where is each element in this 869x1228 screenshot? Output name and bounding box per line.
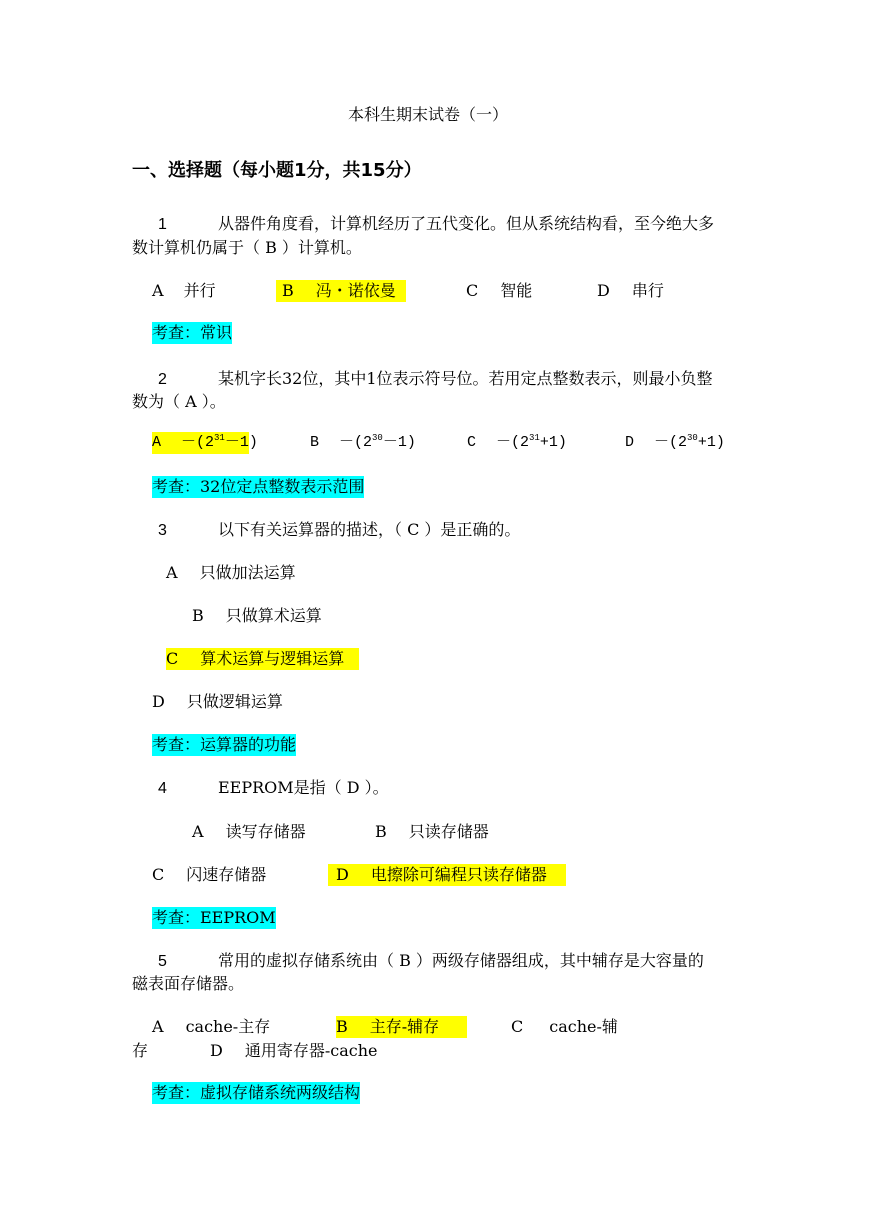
question-2-option-c: $C -(2^{31}+1)$ — [467, 433, 567, 451]
question-3-option-c-answer: C 算术运算与逻辑运算 — [166, 648, 359, 670]
question-1-stem-line2: 数计算机仍属于（ B ）计算机。 — [132, 238, 362, 257]
question-2-option-a-answer: $A -(2^{31}-1)$ — [152, 432, 249, 454]
question-3-topic-tag: 考查：运算器的功能 — [152, 735, 297, 754]
question-2-option-b: $B -(2^{30}-1)$ — [310, 433, 416, 451]
question-5-stem-line1: 5 常用的虚拟存储系统由（ B ）两级存储器组成，其中辅存是大容量的 — [158, 951, 704, 970]
question-5-stem-line2: 磁表面存储器。 — [132, 974, 245, 993]
question-4-topic-tag: 考查：EEPROM — [152, 908, 276, 927]
question-3-option-d: D 只做逻辑运算 — [152, 692, 283, 711]
question-1-option-d: D 串行 — [597, 281, 664, 300]
question-2-option-d: $D -(2^{30}+1)$ — [625, 433, 725, 451]
question-2-stem-line1: 2 某机字长32位，其中1位表示符号位。若用定点整数表示，则最小负整 — [158, 369, 713, 388]
question-4-stem: 4 EEPROM是指（ D ）。 — [158, 778, 389, 797]
exam-title: 本科生期末试卷（一） — [348, 105, 509, 124]
question-2-topic-tag: 考查：32位定点整数表示范围 — [152, 477, 365, 496]
section-heading: 一、选择题（每小题1分，共15分） — [132, 160, 422, 181]
question-3-stem: 3 以下有关运算器的描述，（ C ）是正确的。 — [158, 520, 521, 539]
question-4-option-c: C 闪速存储器 — [152, 865, 267, 884]
question-1-option-b-answer: B 冯・诺依曼 — [276, 280, 406, 302]
question-4-option-d-answer: D 电擦除可编程只读存储器 — [328, 864, 566, 886]
question-1-stem-line1: 1 从器件角度看，计算机经历了五代变化。但从系统结构看，至今绝大多 — [132, 213, 714, 236]
question-5-option-d: D 通用寄存器-cache — [210, 1041, 378, 1060]
question-1-option-c: C 智能 — [466, 281, 533, 300]
question-5-topic-tag: 考查：虚拟存储系统两级结构 — [152, 1083, 361, 1102]
question-5-option-a: A cache-主存 — [152, 1017, 271, 1036]
question-4-option-a: A 读写存储器 — [192, 822, 306, 841]
question-5-option-b-answer: B 主存-辅存 — [336, 1016, 467, 1038]
question-2-stem-line2: 数为（ A ）。 — [132, 392, 226, 411]
question-3-option-a: A 只做加法运算 — [166, 563, 296, 582]
question-5-option-c: C cache-辅 — [511, 1017, 618, 1036]
question-4-option-b: B 只读存储器 — [375, 822, 489, 841]
question-1-topic-tag: 考查：常识 — [152, 323, 233, 342]
question-1-option-a: A 并行 — [152, 281, 216, 300]
question-3-option-b: B 只做算术运算 — [192, 606, 322, 625]
question-number: 1 — [158, 216, 167, 233]
question-5-option-c-wrap: 存 — [132, 1041, 149, 1060]
